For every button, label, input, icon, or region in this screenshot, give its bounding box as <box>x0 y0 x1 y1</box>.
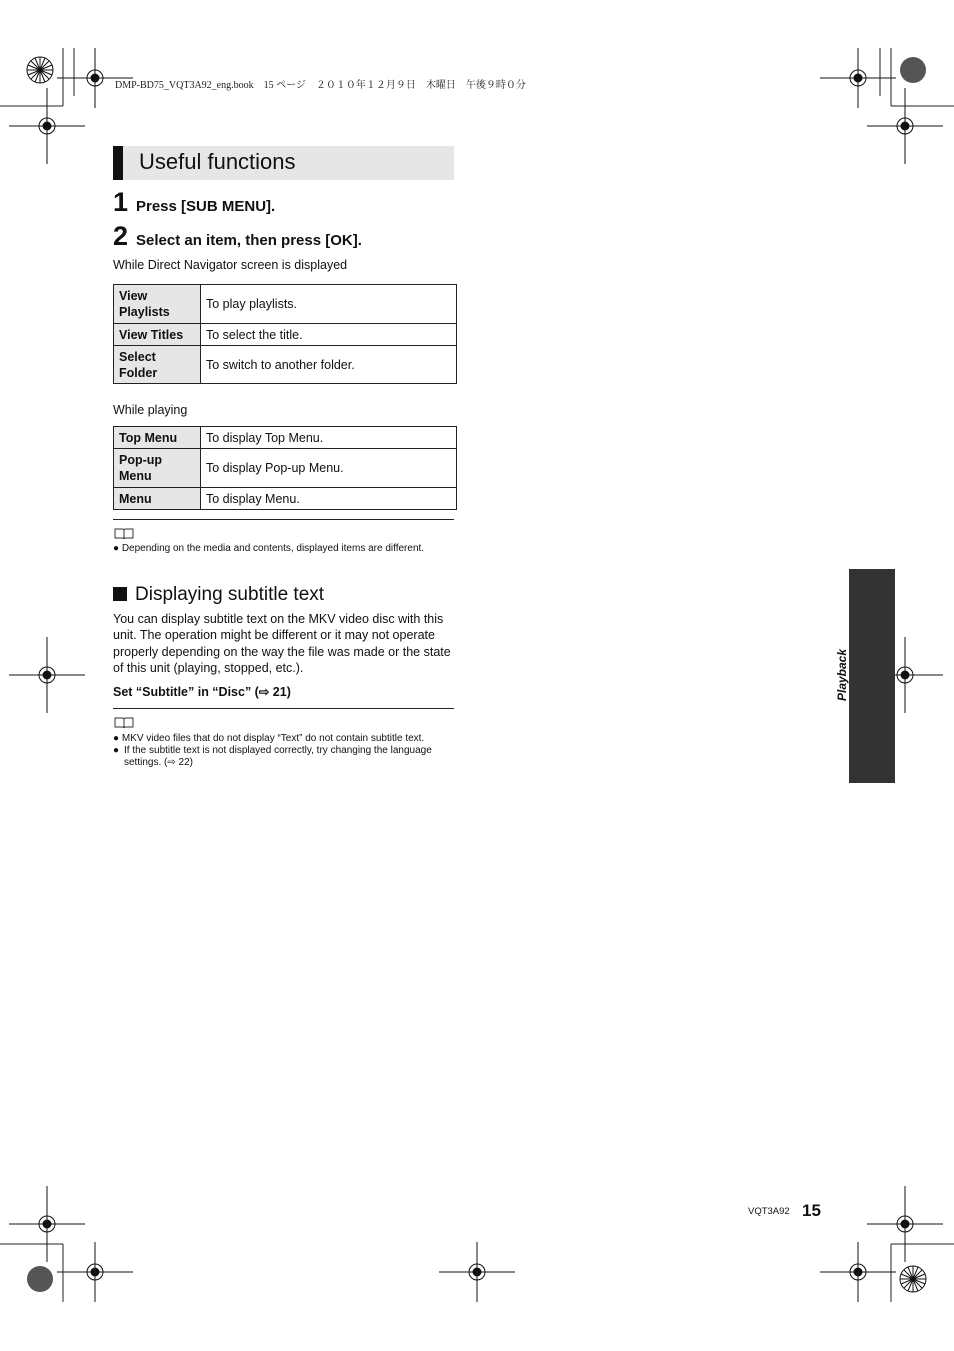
table-row <box>114 488 457 510</box>
table-key: View Playlists <box>114 285 201 324</box>
playing-table <box>113 426 457 510</box>
note-bullet: ● MKV video files that do not display “Text” do not contain subtitle text. <box>113 733 425 744</box>
table-row <box>114 346 457 384</box>
table-row <box>114 285 457 324</box>
table-row <box>114 427 457 449</box>
step-2-text: Select an item, then press [OK]. <box>136 232 362 249</box>
table-key: View Titles <box>114 324 201 346</box>
table-value: To switch to another folder. <box>201 346 457 384</box>
table-row <box>114 449 457 488</box>
table-value: To display Top Menu. <box>201 427 457 449</box>
navigator-table <box>113 284 457 384</box>
step-1-text: Press [SUB MENU]. <box>136 198 276 215</box>
table-row <box>114 324 457 346</box>
page-title: Useful functions <box>139 149 296 174</box>
section-title-bar <box>113 146 454 180</box>
note-text: Depending on the media and contents, displayed items are different. <box>121 543 425 554</box>
section-body: You can display subtitle text on the MKV video disc with this unit. The operation might be different or it may not operate properly depending on the way the file was made or the state of this unit (playing, stopped, etc.). <box>113 612 451 675</box>
step-2-number: 2 <box>113 221 129 251</box>
table-value: To play playlists. <box>201 285 457 324</box>
section-heading-text: Displaying subtitle text <box>135 584 325 605</box>
step-1-number: 1 <box>113 187 129 217</box>
square-bullet-icon <box>113 587 127 601</box>
print-header: DMP-BD75_VQT3A92_eng.book 15 ページ ２０１０年１２月９日 木曜日 午後９時０分 <box>115 80 526 91</box>
book-icon <box>114 528 134 539</box>
book-icon <box>114 717 134 728</box>
table-key: Menu <box>114 488 201 510</box>
side-tab <box>849 569 895 783</box>
note-text: MKV video files that do not display “Text” do not contain subtitle text. <box>121 733 425 744</box>
table-key: Pop-up Menu <box>114 449 201 488</box>
note-divider <box>113 519 454 520</box>
settings-instruction: Set “Subtitle” in “Disc” (⇨ 21) <box>113 685 291 699</box>
note-text: If the subtitle text is not displayed correctly, try changing the language settings. (⇨ 22) <box>124 745 432 768</box>
title-accent <box>113 146 123 180</box>
document-code: VQT3A92 <box>748 1206 790 1217</box>
table-key: Top Menu <box>114 427 201 449</box>
note-divider <box>113 708 454 709</box>
table-value: To select the title. <box>201 324 457 346</box>
section-heading <box>113 584 324 606</box>
navigator-caption: While Direct Navigator screen is displayed <box>113 258 348 272</box>
table-key: Select Folder <box>114 346 201 384</box>
side-tab-label: Playback <box>835 648 849 702</box>
note-bullet: ● If the subtitle text is not displayed correctly, try changing the language settings. (⇨ 22) <box>113 745 453 768</box>
table-value: To display Menu. <box>201 488 457 510</box>
playing-caption: While playing <box>113 403 188 417</box>
page-number: 15 <box>802 1201 821 1220</box>
table-value: To display Pop-up Menu. <box>201 449 457 488</box>
note-bullet: ● Depending on the media and contents, displayed items are different. <box>113 543 425 554</box>
